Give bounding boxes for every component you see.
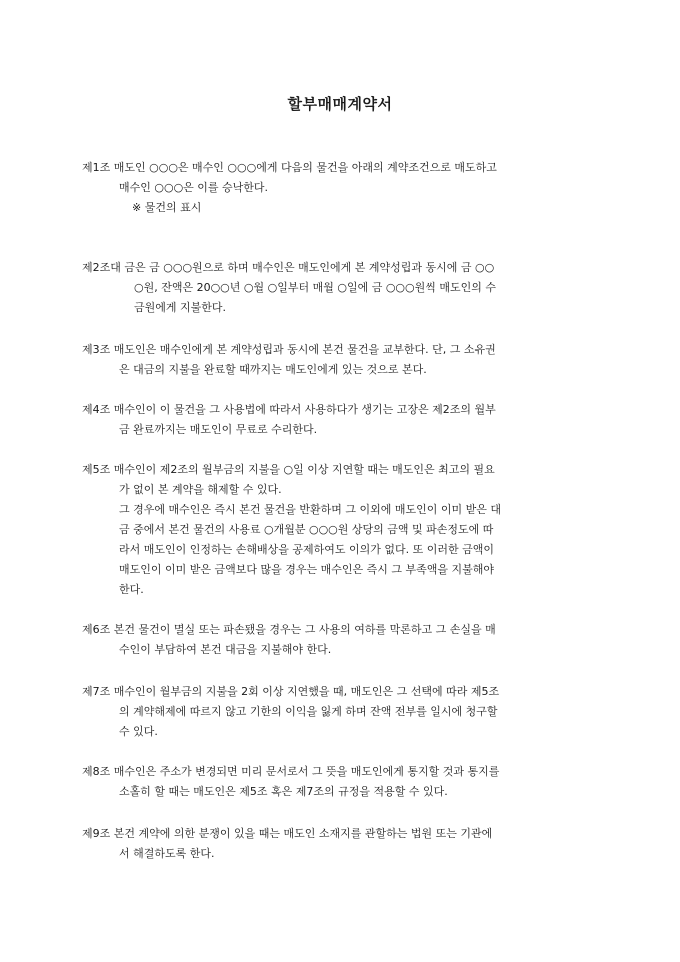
article-line: 그 경우에 매수인은 즉시 본건 물건을 반환하며 그 이외에 매도인이 이미 받은 대	[119, 503, 501, 516]
article-line: 소홀히 할 때는 매도인은 제5조 혹은 제7조의 규정을 적용할 수 있다.	[119, 785, 448, 798]
article-line: 제4조 매수인이 이 물건을 그 사용법에 따라서 사용하다가 생기는 고장은 제2조의 월부	[82, 403, 496, 416]
article-line: 제1조 매도인 ○○○은 매수인 ○○○에게 다음의 물건을 아래의 계약조건으로 매도하고	[82, 161, 497, 174]
article-line: 제9조 본건 계약에 의한 분쟁이 있을 때는 매도인 소재지를 관할하는 법원 또는 기관에	[82, 827, 493, 840]
article-line: 금 중에서 본건 물건의 사용료 ○개월분 ○○○원 상당의 금액 및 파손정도에 따	[119, 523, 494, 536]
article-8	[82, 762, 602, 802]
article-line: 제6조 본건 물건이 멸실 또는 파손됐을 경우는 그 사용의 여하를 막론하고 그 손실을 매	[82, 623, 496, 636]
article-line: 매도인이 이미 받은 금액보다 많을 경우는 매수인은 즉시 그 부족액을 지불해야	[119, 563, 494, 576]
article-line: 제5조 매수인이 제2조의 월부금의 지불을 ○일 이상 지연할 때는 매도인은 최고의 필요	[82, 463, 495, 476]
article-line: 제8조 매수인은 주소가 변경되면 미리 문서로서 그 뜻을 매도인에게 통지할 것과 통지를	[82, 765, 500, 778]
article-line: 매수인 ○○○은 이를 승낙한다.	[119, 181, 269, 194]
article-6	[82, 620, 602, 660]
article-line: 수 있다.	[119, 725, 158, 738]
article-line: 금 완료까지는 매도인이 무료로 수리한다.	[119, 423, 318, 436]
article-line: 금원에게 지불한다.	[134, 301, 227, 314]
document-title: 할부매매계약서	[287, 95, 393, 113]
article-9	[82, 824, 602, 864]
article-line: 은 대금의 지불을 완료할 때까지는 매도인에게 있는 것으로 본다.	[119, 363, 427, 376]
article-1	[82, 158, 602, 218]
article-line: 의 계약해제에 따르지 않고 기한의 이익을 잃게 하며 잔액 전부를 일시에 청구할	[119, 705, 498, 718]
article-line: 서 해결하도록 한다.	[119, 847, 215, 860]
article-line: ○원, 잔액은 20○○년 ○월 ○일부터 매월 ○일에 금 ○○○원씩 매도인의 수	[134, 281, 496, 294]
article-line: 제7조 매수인이 월부금의 지불을 2회 이상 지연했을 때, 매도인은 그 선택에 따라 제5조	[82, 685, 500, 698]
article-5	[82, 460, 602, 600]
article-4	[82, 400, 602, 440]
article-line: 제2조대 금은 금 ○○○원으로 하며 매수인은 매도인에게 본 계약성립과 동시에 금 ○○	[82, 261, 495, 274]
article-line: 수인이 부담하여 본건 대금을 지불해야 한다.	[119, 643, 332, 656]
article-7	[82, 682, 602, 742]
article-line: 한다.	[119, 583, 144, 596]
article-line: 제3조 매도인은 매수인에게 본 계약성립과 동시에 본건 물건을 교부한다. 단, 그 소유권	[82, 343, 496, 356]
article-line: 라서 매도인이 인정하는 손해배상을 공제하여도 이의가 없다. 또 이러한 금액이	[119, 543, 494, 556]
article-line: 가 없이 본 계약을 해제할 수 있다.	[119, 483, 282, 496]
article-line: ※ 물건의 표시	[132, 201, 202, 214]
article-2	[82, 258, 602, 318]
article-3	[82, 340, 602, 380]
